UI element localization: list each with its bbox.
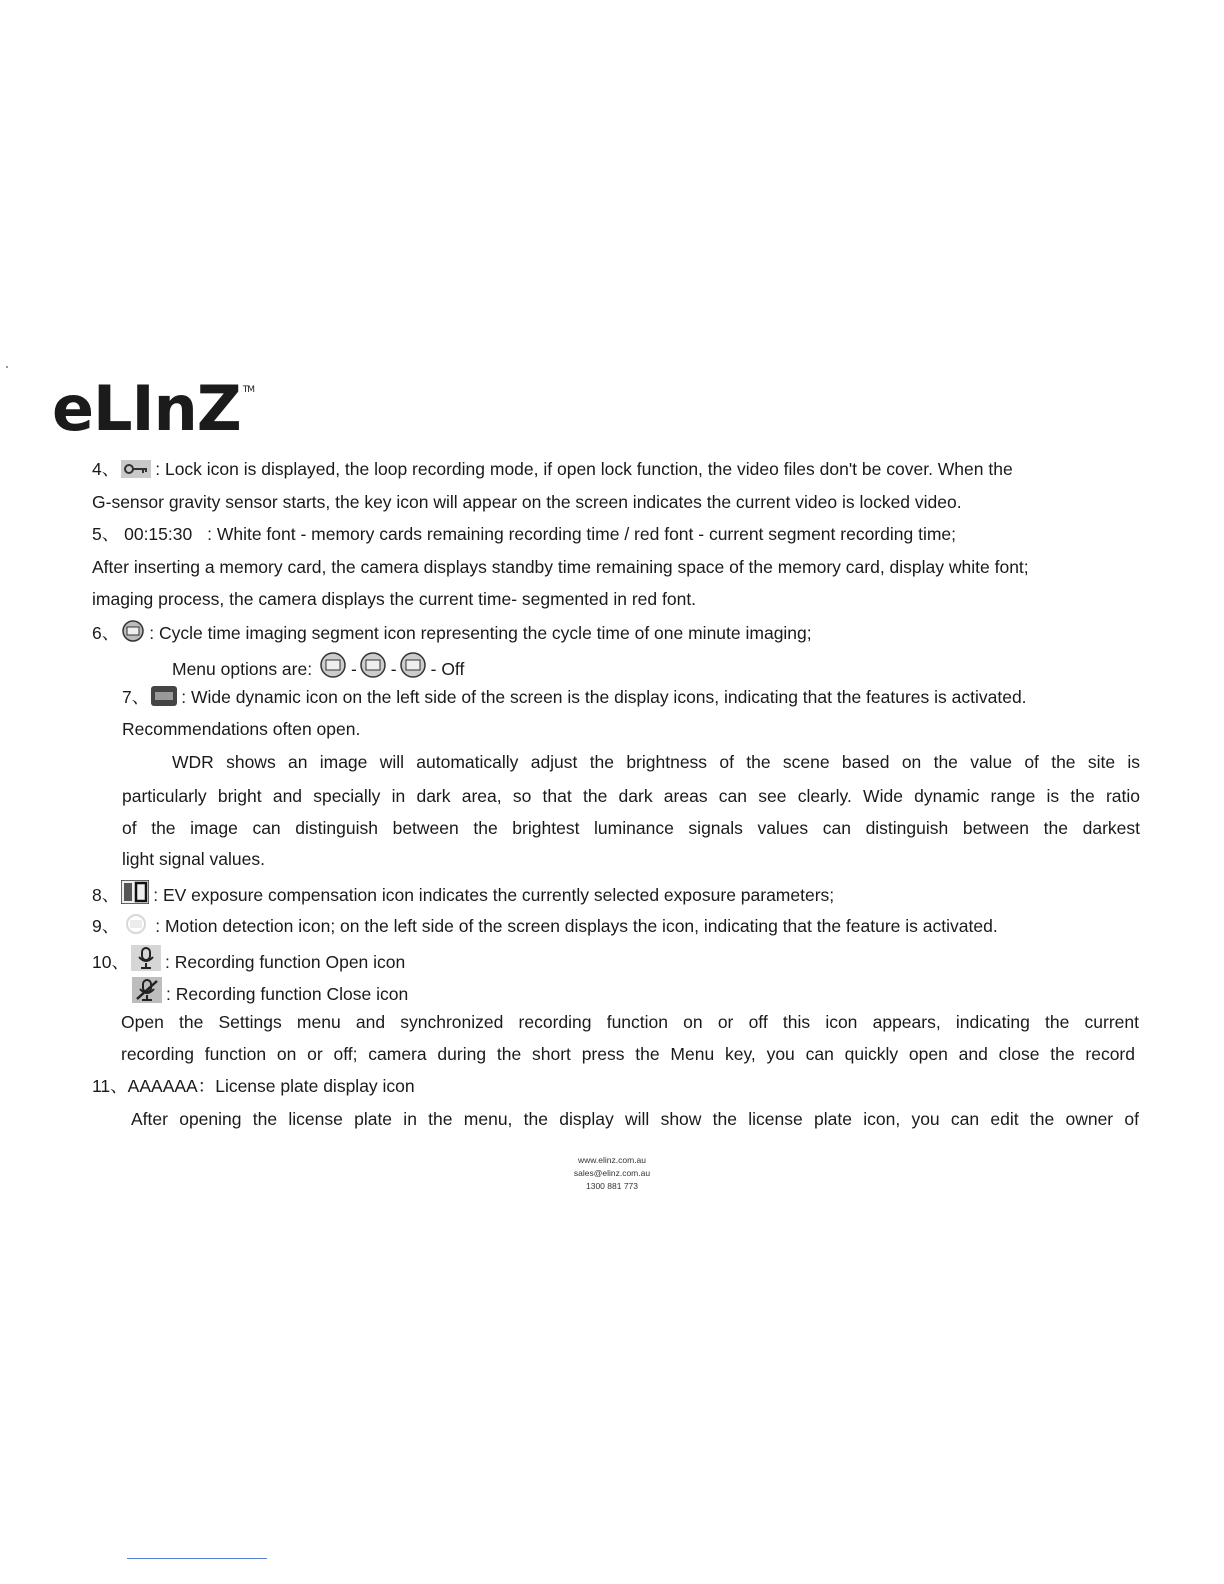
item-9-number: 9、 — [92, 916, 120, 936]
item-7-number: 7、 — [122, 687, 150, 707]
wdr-icon — [151, 686, 177, 711]
item-11-paragraph-1: After opening the license plate in the menu, the display will show the license plate icon, you can edit the owner of — [131, 1109, 1139, 1129]
item-10-number: 10、 — [92, 952, 129, 972]
ev-icon — [121, 880, 149, 909]
footer-website: www.elinz.com.au — [577, 1155, 647, 1165]
item-10-line-1 — [92, 945, 405, 976]
item-8-line-1 — [92, 880, 834, 909]
item-6-menu-line — [172, 652, 464, 683]
item-5-line-2: After inserting a memory card, the camera displays standby time remaining space of the memory card, display white font; — [92, 557, 1029, 577]
item-4-line-1 — [92, 458, 1013, 483]
bottom-rule — [127, 1558, 267, 1559]
item-11-line-1 — [92, 1075, 415, 1097]
item-4-text-a: : Lock icon is displayed, the loop recording mode, if open lock function, the video files don't be cover. When the — [155, 459, 1013, 479]
item-5-number: 5、 — [92, 524, 120, 544]
menu-sep-1: - — [350, 659, 357, 679]
item-5-line-3: imaging process, the camera displays the current time- segmented in red font. — [92, 589, 697, 609]
logo-tm: TM — [242, 385, 254, 395]
item-7-line-2: Recommendations often open. — [122, 719, 361, 739]
lock-icon — [121, 460, 151, 483]
item-11-number: 11、 — [92, 1076, 128, 1096]
item-5-line-1 — [92, 523, 956, 545]
item-8-text-a: : EV exposure compensation icon indicates the currently selected exposure parameters; — [153, 885, 835, 905]
microphone-off-icon — [132, 977, 162, 1008]
item-10-paragraph-2: recording function on or off; camera during the short press the Menu key, you can quickly open and close the record — [121, 1044, 1135, 1064]
menu-options-label: Menu options are: — [172, 659, 313, 679]
item-6-line-1 — [92, 620, 812, 647]
item-6-text-a: : Cycle time imaging segment icon representing the cycle time of one minute imaging; — [149, 623, 812, 643]
scan-speck — [6, 366, 8, 368]
item-5-text-a: : White font - memory cards remaining recording time / red font - current segment recording time; — [207, 524, 957, 544]
item-10-line-2 — [130, 977, 408, 1008]
item-9-line-1 — [92, 913, 998, 940]
footer-email: sales@elinz.com.au — [573, 1168, 651, 1178]
item-7-paragraph-3: of the image can distinguish between the brightest luminance signals values can distinguish between the darkest — [122, 818, 1140, 838]
item-4-line-2: G-sensor gravity sensor starts, the key icon will appear on the screen indicates the current video is locked video. — [92, 492, 962, 512]
item-10-text-b: : Recording function Close icon — [166, 984, 409, 1004]
item-10-paragraph-1: Open the Settings menu and synchronized recording function on or off this icon appears, indicating the current — [121, 1012, 1139, 1032]
menu-sep-2: - — [390, 659, 397, 679]
motion-detection-icon — [121, 913, 151, 940]
item-11-text-a: AAAAAA：License plate display icon — [127, 1076, 415, 1096]
item-7-paragraph-1: WDR shows an image will automatically adjust the brightness of the scene based on the value of the site is — [172, 752, 1140, 772]
footer-phone: 1300 881 773 — [586, 1181, 638, 1191]
item-8-number: 8、 — [92, 885, 120, 905]
item-9-text-a: : Motion detection icon; on the left side of the screen displays the icon, indicating that the feature is activated. — [155, 916, 998, 936]
item-4-number: 4、 — [92, 459, 120, 479]
loop-1min-icon — [319, 652, 347, 683]
item-7-paragraph-2: particularly bright and specially in dark area, so that the dark areas can see clearly. Wide dynamic range is the ratio — [122, 786, 1140, 806]
item-10-text-a: : Recording function Open icon — [164, 952, 406, 972]
item-7-paragraph-4: light signal values. — [122, 849, 265, 869]
loop-5min-icon — [399, 652, 427, 683]
item-7-text-a: : Wide dynamic icon on the left side of the screen is the display icons, indicating that the features is activated. — [181, 687, 1027, 707]
item-6-number: 6、 — [92, 623, 120, 643]
loop-recording-icon — [121, 620, 145, 647]
microphone-on-icon — [131, 945, 161, 976]
item-5-time-display: 00:15:30 — [124, 524, 193, 544]
menu-option-off: - Off — [430, 659, 465, 679]
elinz-logo — [52, 372, 254, 445]
loop-3min-icon — [359, 652, 387, 683]
logo-brand: eLInZ — [52, 372, 241, 445]
item-7-line-1 — [122, 686, 1027, 711]
